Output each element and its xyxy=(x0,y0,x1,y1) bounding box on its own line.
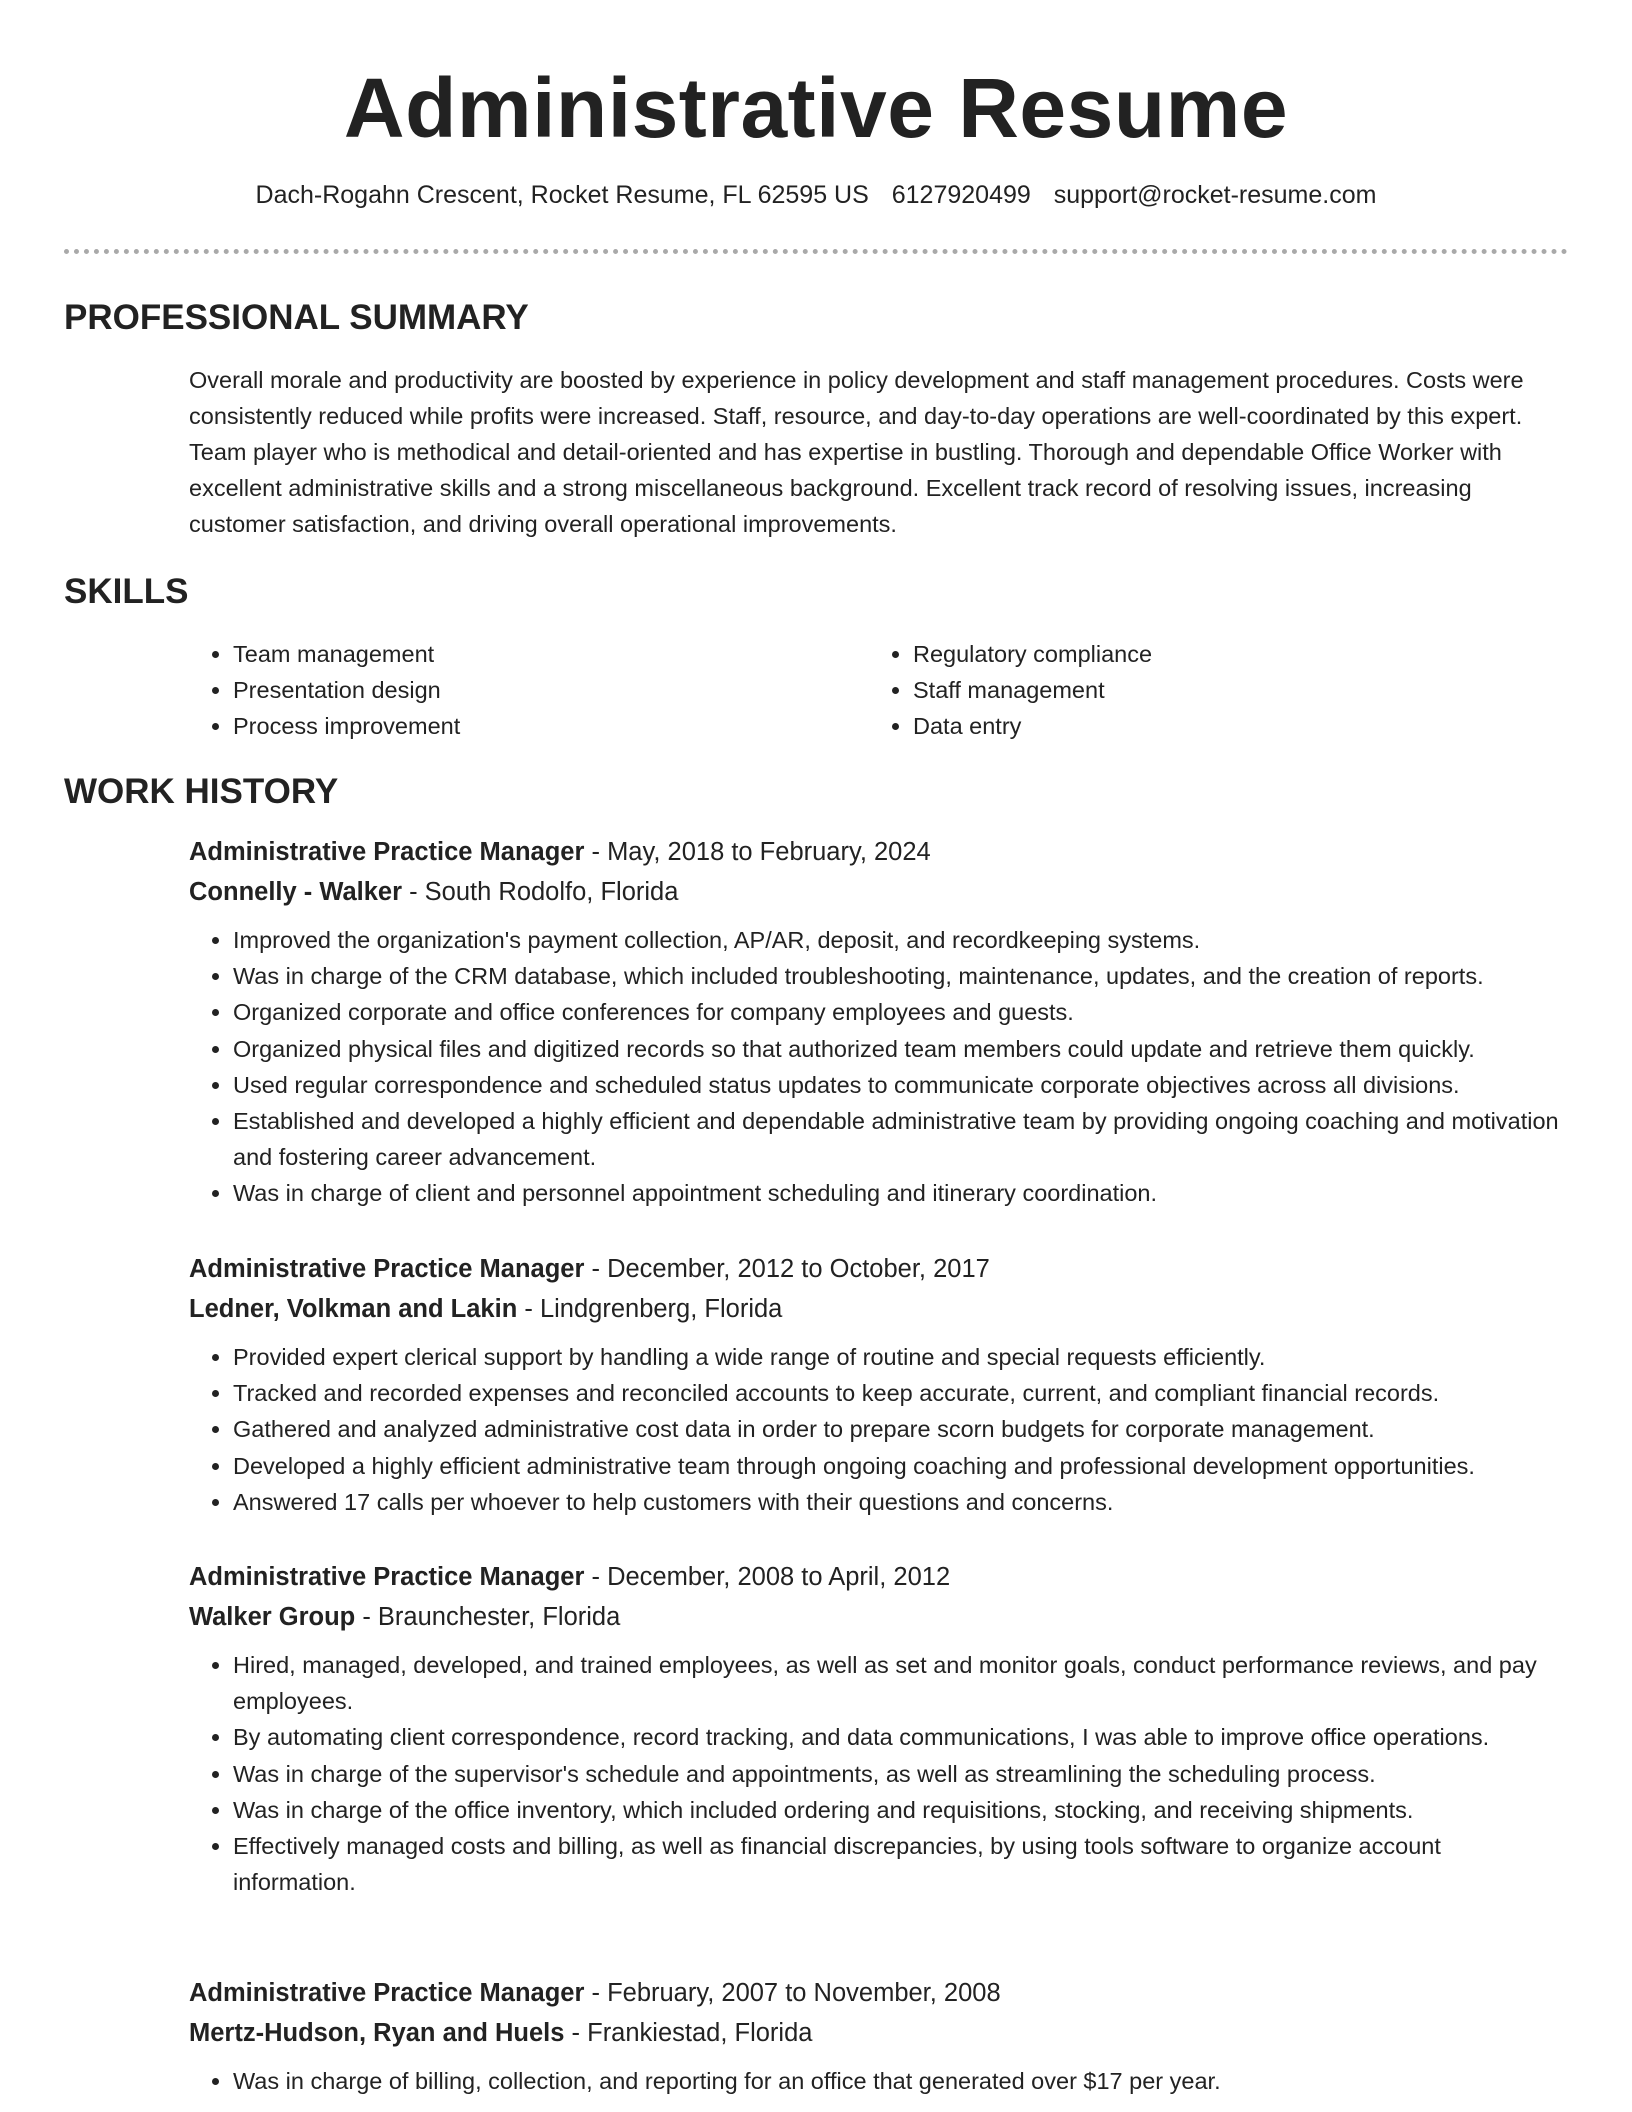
job-location: - South Rodolfo, Florida xyxy=(402,878,679,906)
job-dates: - May, 2018 to February, 2024 xyxy=(584,838,931,866)
job-bullet: • Tracked and recorded expenses and reconciled accounts to keep accurate, current, and compliant financial records. xyxy=(233,1375,1569,1411)
contact-line xyxy=(0,178,1632,212)
job-company-line xyxy=(189,2013,1569,2053)
skill-item: • Staff management xyxy=(913,672,1549,708)
job-location: - Lindgrenberg, Florida xyxy=(517,1295,783,1323)
skills-list xyxy=(189,636,1569,744)
job-entry xyxy=(189,1249,1569,1520)
job-entry xyxy=(189,1557,1569,1900)
skill-item: • Process improvement xyxy=(233,708,869,744)
job-bullet: • Organized physical files and digitized records so that authorized team members could update and retrieve them quickly. xyxy=(233,1031,1569,1067)
job-company: Ledner, Volkman and Lakin xyxy=(189,1295,518,1323)
job-company-line xyxy=(189,1597,1569,1637)
skill-item: • Presentation design xyxy=(233,672,869,708)
skills-column-left xyxy=(189,636,869,744)
job-dates: - February, 2007 to November, 2008 xyxy=(584,1979,1001,2007)
job-bullet: • Used regular correspondence and scheduled status updates to communicate corporate objectives across all divisions. xyxy=(233,1067,1569,1103)
header-divider xyxy=(64,249,1568,254)
job-bullet: • Was in charge of the supervisor's schedule and appointments, as well as streamlining the scheduling process. xyxy=(233,1756,1569,1792)
job-bullet: • Was in charge of the CRM database, which included troubleshooting, maintenance, updates, and the creation of reports. xyxy=(233,958,1569,994)
job-dates: - December, 2012 to October, 2017 xyxy=(584,1255,990,1283)
job-bullets xyxy=(189,2063,1569,2099)
job-dates: - December, 2008 to April, 2012 xyxy=(584,1563,951,1591)
job-bullet: • Gathered and analyzed administrative cost data in order to prepare scorn budgets for corporate management. xyxy=(233,1411,1569,1447)
skill-item: • Data entry xyxy=(913,708,1549,744)
job-title-line xyxy=(189,832,1569,872)
job-location: - Braunchester, Florida xyxy=(355,1603,621,1631)
job-company-line xyxy=(189,1289,1569,1329)
job-bullet: • Was in charge of billing, collection, and reporting for an office that generated over $17 per year. xyxy=(233,2063,1569,2099)
job-title-line xyxy=(189,1557,1569,1597)
job-entry xyxy=(189,1973,1569,2099)
job-location: - Frankiestad, Florida xyxy=(564,2019,813,2047)
job-bullet: • Organized corporate and office conferences for company employees and guests. xyxy=(233,994,1569,1030)
job-bullet: • Provided expert clerical support by handling a wide range of routine and special requests efficiently. xyxy=(233,1339,1569,1375)
job-company: Mertz-Hudson, Ryan and Huels xyxy=(189,2019,565,2047)
job-title-line xyxy=(189,1249,1569,1289)
job-title: Administrative Practice Manager xyxy=(189,838,585,866)
resume-title: Administrative Resume xyxy=(343,61,1289,155)
job-title: Administrative Practice Manager xyxy=(189,1255,585,1283)
skill-item: • Team management xyxy=(233,636,869,672)
job-company-line xyxy=(189,872,1569,912)
job-entry xyxy=(189,832,1569,1212)
skill-item: • Regulatory compliance xyxy=(913,636,1549,672)
job-bullet: • By automating client correspondence, record tracking, and data communications, I was able to improve office operations. xyxy=(233,1719,1569,1755)
job-title: Administrative Practice Manager xyxy=(189,1979,585,2007)
skills-column-right xyxy=(869,636,1549,744)
job-company: Connelly - Walker xyxy=(189,878,403,906)
job-bullet: • Was in charge of client and personnel appointment scheduling and itinerary coordination. xyxy=(233,1175,1569,1211)
job-title: Administrative Practice Manager xyxy=(189,1563,585,1591)
contact-phone: 6127920499 xyxy=(891,181,1031,209)
contact-address: Dach-Rogahn Crescent, Rocket Resume, FL 62595 US xyxy=(255,181,869,209)
work-heading: WORK HISTORY xyxy=(64,772,339,811)
job-bullet: • Effectively managed costs and billing, as well as financial discrepancies, by using tools software to organize account information. xyxy=(233,1828,1569,1900)
job-bullet: • Developed a highly efficient administrative team through ongoing coaching and professional development opportunities. xyxy=(233,1448,1569,1484)
job-bullets xyxy=(189,922,1569,1212)
job-bullet: • Hired, managed, developed, and trained employees, as well as set and monitor goals, conduct performance reviews, and pay employees. xyxy=(233,1647,1569,1719)
contact-email: support@rocket-resume.com xyxy=(1053,181,1377,209)
job-bullet: • Answered 17 calls per whoever to help customers with their questions and concerns. xyxy=(233,1484,1569,1520)
job-bullets xyxy=(189,1647,1569,1900)
skills-heading: SKILLS xyxy=(64,572,189,611)
job-title-line xyxy=(189,1973,1569,2013)
job-bullets xyxy=(189,1339,1569,1520)
job-bullet: • Established and developed a highly efficient and dependable administrative team by providing ongoing coaching and motivation and fostering career advancement. xyxy=(233,1103,1569,1175)
job-company: Walker Group xyxy=(189,1603,356,1631)
job-bullet: • Was in charge of the office inventory, which included ordering and requisitions, stocking, and receiving shipments. xyxy=(233,1792,1569,1828)
summary-heading: PROFESSIONAL SUMMARY xyxy=(64,298,529,337)
job-bullet: • Improved the organization's payment collection, AP/AR, deposit, and recordkeeping systems. xyxy=(233,922,1569,958)
summary-text: Overall morale and productivity are boosted by experience in policy development and staff management procedures. Costs were consistently reduced while profits were increased. Staff, resource, and day-to-day operations are well-coordinated by this expert. Team player who is methodical and detail-oriented and has expertise in bustling. Thorough and dependable Office Worker with excellent administrative skills and a strong miscellaneous background. Excellent track record of resolving issues, increasing customer satisfaction, and driving overall operational improvements. xyxy=(189,367,1524,537)
